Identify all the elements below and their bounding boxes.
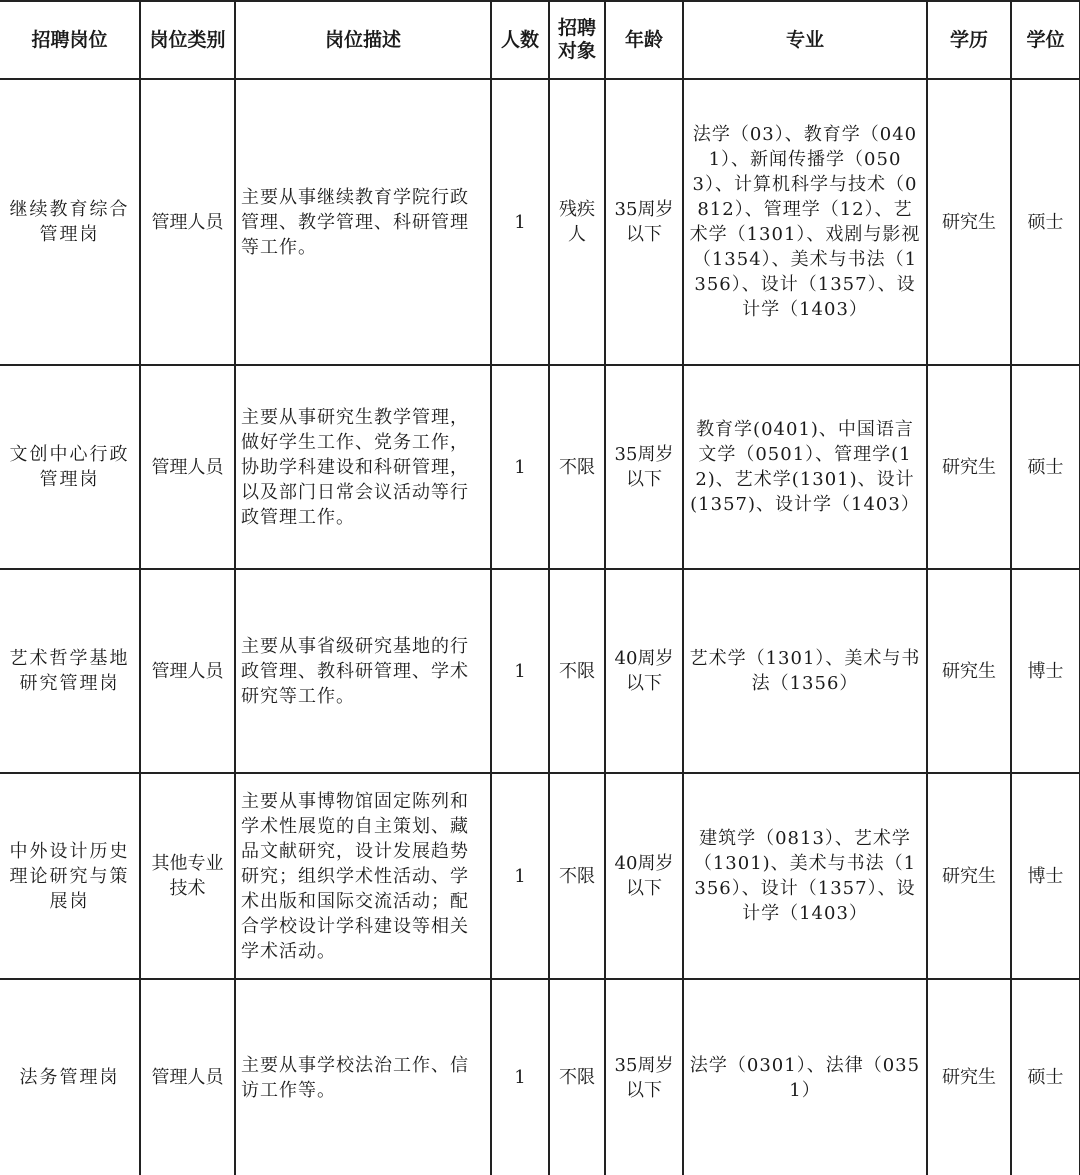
cell-degree: 硕士 [1011, 365, 1080, 569]
header-count: 人数 [491, 1, 549, 79]
cell-major: 教育学(0401)、中国语言文学（0501）、管理学(12)、艺术学(1301)、设计(1357)、设计学（1403） [683, 365, 927, 569]
cell-age: 35周岁以下 [605, 979, 683, 1175]
cell-major: 法学（0301）、法律（0351） [683, 979, 927, 1175]
cell-degree: 博士 [1011, 569, 1080, 773]
cell-target: 不限 [549, 365, 605, 569]
cell-major: 艺术学（1301）、美术与书法（1356） [683, 569, 927, 773]
cell-education: 研究生 [927, 979, 1011, 1175]
header-row [0, 1, 1080, 79]
cell-count: 1 [491, 773, 549, 979]
cell-degree: 硕士 [1011, 979, 1080, 1175]
header-education: 学历 [927, 1, 1011, 79]
table-row [0, 569, 1080, 773]
cell-count: 1 [491, 79, 549, 365]
cell-category: 管理人员 [140, 79, 235, 365]
table-row [0, 773, 1080, 979]
header-target: 招聘对象 [549, 1, 605, 79]
cell-major: 法学（03）、教育学（0401）、新闻传播学（0503）、计算机科学与技术（0812）、管理学（12）、艺术学（1301）、戏剧与影视（1354）、美术与书法（1356）、设计（1357）、设计学（1403） [683, 79, 927, 365]
cell-description: 主要从事继续教育学院行政管理、教学管理、科研管理等工作。 [235, 79, 491, 365]
cell-count: 1 [491, 365, 549, 569]
cell-education: 研究生 [927, 569, 1011, 773]
cell-target: 不限 [549, 773, 605, 979]
cell-count: 1 [491, 979, 549, 1175]
header-category: 岗位类别 [140, 1, 235, 79]
cell-position: 法务管理岗 [0, 979, 140, 1175]
cell-category: 管理人员 [140, 365, 235, 569]
cell-description: 主要从事省级研究基地的行政管理、教科研管理、学术研究等工作。 [235, 569, 491, 773]
cell-category: 其他专业技术 [140, 773, 235, 979]
cell-target: 不限 [549, 569, 605, 773]
header-age: 年龄 [605, 1, 683, 79]
cell-position: 继续教育综合管理岗 [0, 79, 140, 365]
header-major: 专业 [683, 1, 927, 79]
cell-education: 研究生 [927, 79, 1011, 365]
cell-education: 研究生 [927, 365, 1011, 569]
cell-age: 40周岁以下 [605, 773, 683, 979]
cell-description: 主要从事研究生教学管理，做好学生工作、党务工作，协助学科建设和科研管理，以及部门日常会议活动等行政管理工作。 [235, 365, 491, 569]
cell-target: 残疾人 [549, 79, 605, 365]
cell-count: 1 [491, 569, 549, 773]
cell-education: 研究生 [927, 773, 1011, 979]
cell-age: 35周岁以下 [605, 79, 683, 365]
table-row [0, 79, 1080, 365]
cell-degree: 博士 [1011, 773, 1080, 979]
cell-position: 艺术哲学基地研究管理岗 [0, 569, 140, 773]
cell-description: 主要从事博物馆固定陈列和学术性展览的自主策划、藏品文献研究，设计发展趋势研究；组织学术性活动、学术出版和国际交流活动；配合学校设计学科建设等相关学术活动。 [235, 773, 491, 979]
header-position: 招聘岗位 [0, 1, 140, 79]
cell-age: 40周岁以下 [605, 569, 683, 773]
cell-degree: 硕士 [1011, 79, 1080, 365]
header-description: 岗位描述 [235, 1, 491, 79]
cell-position: 文创中心行政管理岗 [0, 365, 140, 569]
table-row [0, 365, 1080, 569]
table-row [0, 979, 1080, 1175]
cell-category: 管理人员 [140, 979, 235, 1175]
cell-target: 不限 [549, 979, 605, 1175]
cell-age: 35周岁以下 [605, 365, 683, 569]
cell-description: 主要从事学校法治工作、信访工作等。 [235, 979, 491, 1175]
cell-position: 中外设计历史理论研究与策展岗 [0, 773, 140, 979]
cell-category: 管理人员 [140, 569, 235, 773]
cell-major: 建筑学（0813）、艺术学（1301)、美术与书法（1356）、设计（1357）、设计学（1403） [683, 773, 927, 979]
header-degree: 学位 [1011, 1, 1080, 79]
